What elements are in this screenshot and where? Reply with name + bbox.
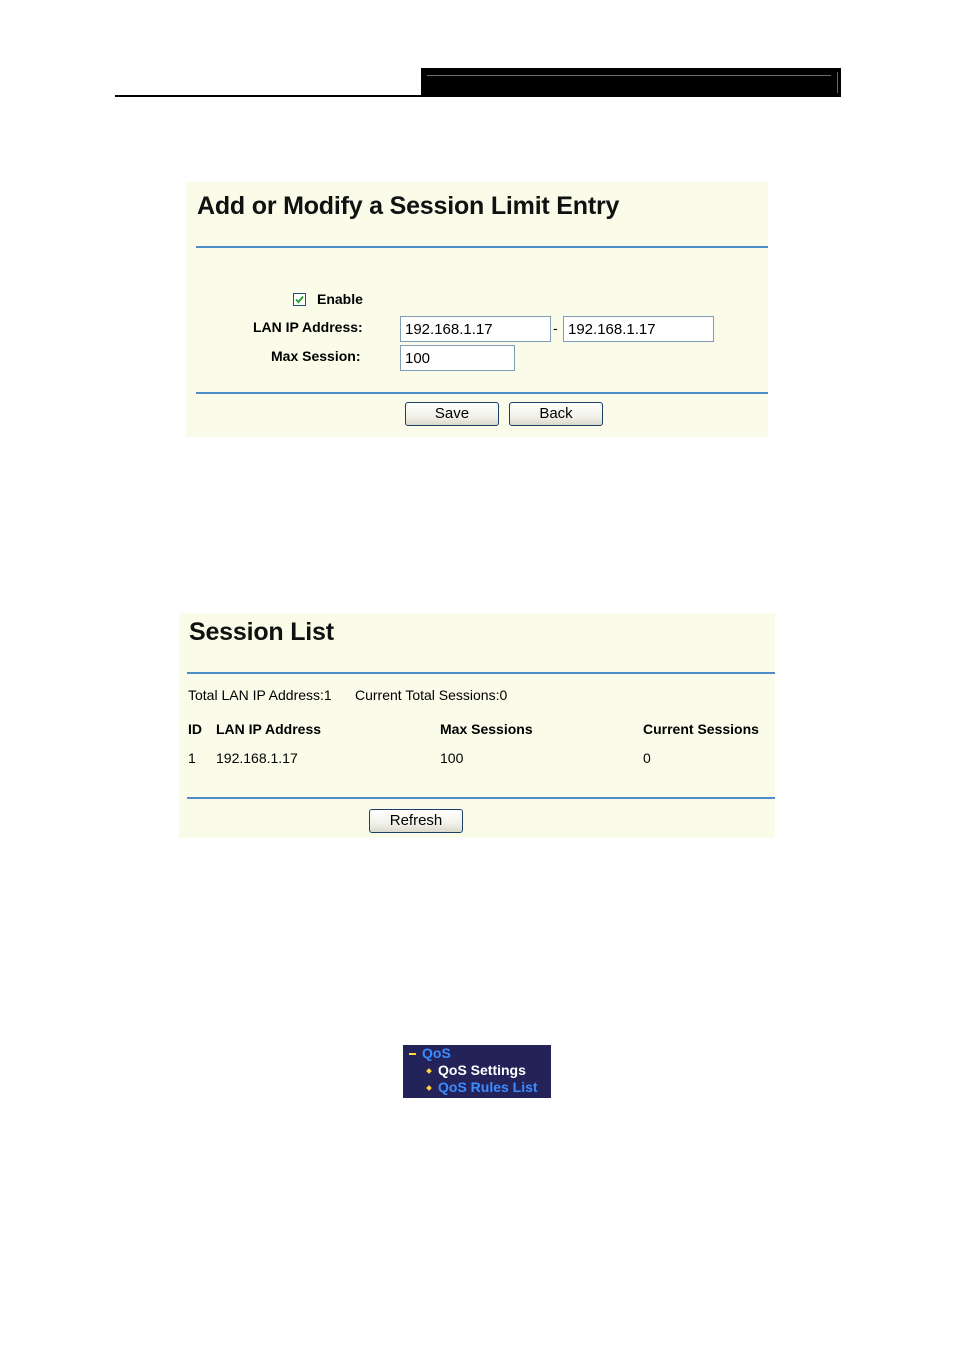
lan-ip-label: LAN IP Address: [253, 319, 363, 335]
bullet-icon [426, 1068, 432, 1074]
collapse-minus-icon[interactable] [409, 1053, 416, 1055]
row-current-sessions: 0 [643, 750, 651, 766]
qos-menu-header[interactable]: QoS [422, 1045, 451, 1061]
lan-ip-start-input[interactable] [400, 316, 551, 342]
check-icon [295, 295, 304, 304]
save-button[interactable]: Save [405, 402, 499, 426]
title-divider [196, 246, 768, 248]
bullet-icon [426, 1085, 432, 1091]
enable-checkbox[interactable] [293, 293, 306, 306]
session-list-title-divider [187, 672, 775, 674]
row-lan-ip: 192.168.1.17 [216, 750, 298, 766]
total-lan-ip-count: Total LAN IP Address:1 [188, 687, 332, 703]
enable-label: Enable [317, 291, 363, 307]
column-header-lan-ip: LAN IP Address [216, 721, 322, 737]
back-button[interactable]: Back [509, 402, 603, 426]
refresh-button[interactable]: Refresh [369, 809, 463, 833]
column-header-max-sessions: Max Sessions [440, 721, 533, 737]
qos-menu-item-settings[interactable]: QoS Settings [438, 1062, 526, 1078]
ip-range-separator: - [553, 320, 558, 336]
current-total-sessions: Current Total Sessions:0 [355, 687, 508, 703]
session-list-panel [179, 613, 775, 838]
form-divider [196, 392, 768, 394]
session-limit-entry-panel [186, 182, 768, 437]
qos-menu-item-rules-list[interactable]: QoS Rules List [438, 1079, 538, 1095]
max-session-input[interactable] [400, 345, 515, 371]
row-id: 1 [188, 750, 196, 766]
column-header-id: ID [188, 721, 202, 737]
session-list-title: Session List [189, 618, 334, 646]
session-list-bottom-divider [187, 797, 775, 799]
column-header-current-sessions: Current Sessions [643, 721, 759, 737]
header-bar [421, 68, 841, 97]
max-session-label: Max Session: [271, 348, 361, 364]
qos-menu [403, 1045, 551, 1098]
page-title: Add or Modify a Session Limit Entry [197, 192, 620, 220]
lan-ip-end-input[interactable] [563, 316, 714, 342]
row-max-sessions: 100 [440, 750, 464, 766]
